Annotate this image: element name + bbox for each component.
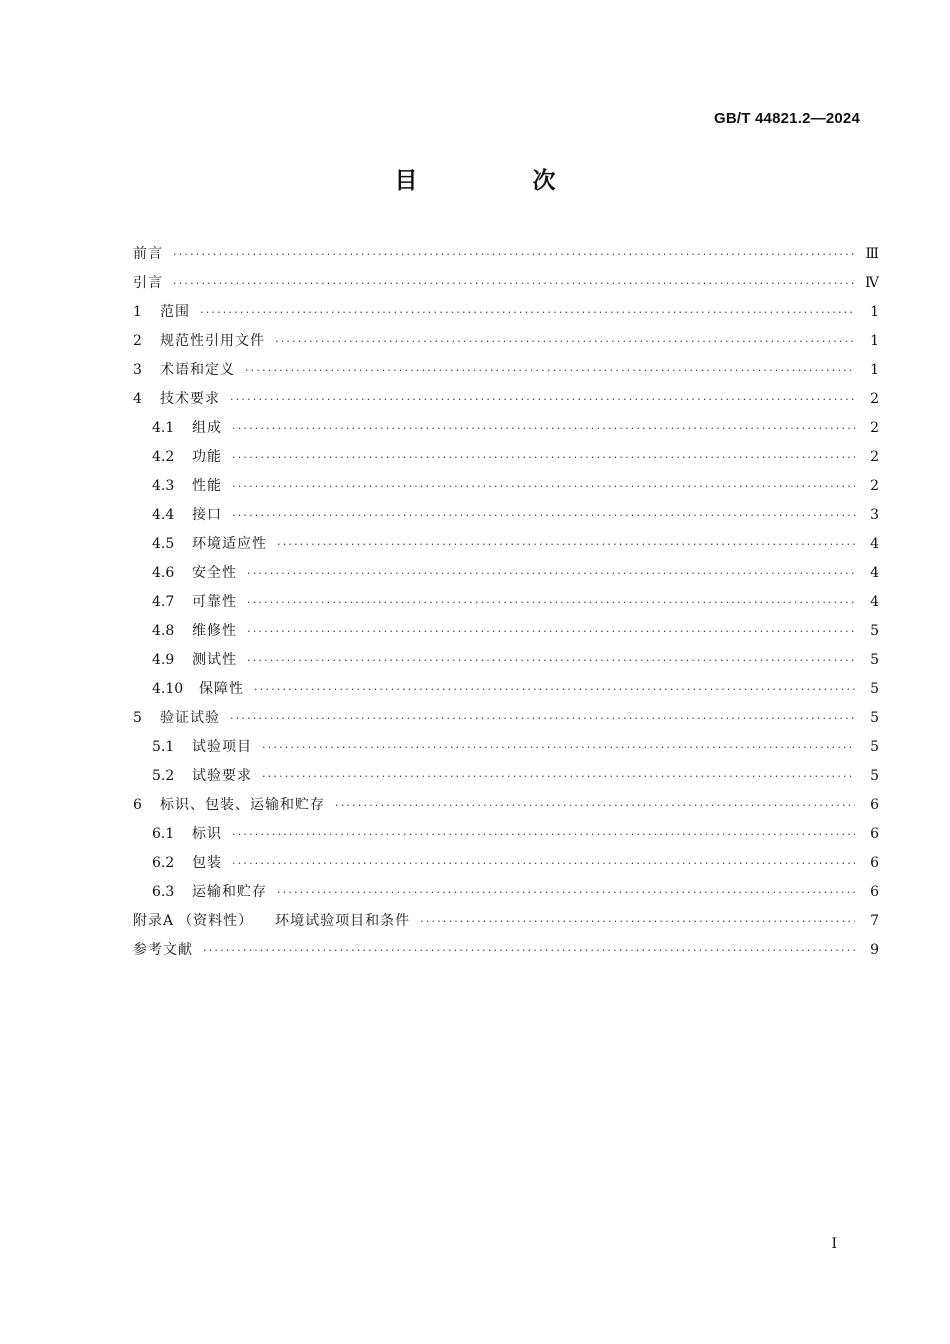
toc-number: 5.1	[152, 739, 175, 755]
toc-entry-4-10[interactable]	[133, 675, 879, 704]
toc-page: 3	[870, 507, 879, 523]
toc-entry-6-2[interactable]	[133, 849, 879, 878]
toc-page: 6	[870, 855, 879, 871]
toc-page: 4	[870, 594, 879, 610]
toc-leader	[247, 588, 855, 617]
toc-leader	[247, 646, 855, 675]
toc-label: 组成	[192, 420, 222, 436]
toc-label: 术语和定义	[160, 362, 235, 378]
toc-entry-4-5[interactable]	[133, 530, 879, 559]
toc-entry-4-6[interactable]	[133, 559, 879, 588]
toc-page: 5	[870, 623, 879, 639]
toc-entry-foreword[interactable]	[133, 240, 879, 269]
toc-leader	[277, 530, 855, 559]
toc-page: 5	[870, 652, 879, 668]
table-of-contents	[133, 240, 879, 965]
toc-page: 4	[870, 565, 879, 581]
toc-leader	[262, 762, 855, 791]
toc-page: 2	[870, 449, 879, 465]
toc-label: 安全性	[192, 565, 237, 581]
toc-label: 测试性	[192, 652, 237, 668]
toc-label: 范围	[160, 304, 190, 320]
toc-leader	[245, 356, 855, 385]
toc-page: 5	[870, 710, 879, 726]
toc-number: 6.3	[152, 884, 175, 900]
toc-number: 4.3	[152, 478, 175, 494]
toc-page: 6	[870, 884, 879, 900]
toc-label: 接口	[192, 507, 222, 523]
toc-number: 4.7	[152, 594, 175, 610]
toc-leader	[232, 472, 855, 501]
toc-annex-type: （资料性）	[178, 913, 254, 929]
toc-entry-4[interactable]	[133, 385, 879, 414]
toc-number: 4.6	[152, 565, 175, 581]
toc-entry-6-3[interactable]	[133, 878, 879, 907]
toc-label: 试验要求	[192, 768, 252, 784]
toc-label: 可靠性	[192, 594, 237, 610]
toc-entry-4-4[interactable]	[133, 501, 879, 530]
page-number: Ⅰ	[831, 1236, 837, 1252]
toc-leader	[173, 240, 855, 269]
toc-number: 4.1	[152, 420, 175, 436]
toc-number: 4.5	[152, 536, 175, 552]
toc-leader	[200, 298, 855, 327]
toc-leader	[230, 704, 855, 733]
toc-entry-bibliography[interactable]	[133, 936, 879, 965]
toc-label: 前言	[133, 246, 163, 262]
toc-label: 技术要求	[160, 391, 220, 407]
toc-label: 标识	[192, 826, 222, 842]
toc-label: 环境试验项目和条件	[275, 913, 411, 929]
toc-number: 6.2	[152, 855, 175, 871]
toc-entry-6[interactable]	[133, 791, 879, 820]
standard-code: GB/T 44821.2—2024	[714, 110, 860, 127]
toc-entry-5-2[interactable]	[133, 762, 879, 791]
toc-number: 4.10	[152, 681, 184, 697]
toc-entry-1[interactable]	[133, 298, 879, 327]
toc-label: 运输和贮存	[192, 884, 267, 900]
toc-page: 6	[870, 797, 879, 813]
toc-leader	[247, 617, 855, 646]
toc-number: 2	[133, 333, 142, 349]
toc-entry-5[interactable]	[133, 704, 879, 733]
toc-label: 包装	[192, 855, 222, 871]
toc-page: 2	[870, 391, 879, 407]
toc-number: 6	[133, 797, 142, 813]
toc-leader	[232, 501, 855, 530]
toc-annex-number: 附录A	[133, 913, 175, 929]
toc-label: 保障性	[199, 681, 244, 697]
toc-entry-4-3[interactable]	[133, 472, 879, 501]
page-title: 目 次	[394, 168, 602, 194]
toc-number: 4.4	[152, 507, 175, 523]
toc-number: 5.2	[152, 768, 175, 784]
toc-page: 1	[870, 333, 879, 349]
toc-entry-4-8[interactable]	[133, 617, 879, 646]
toc-leader	[247, 559, 855, 588]
toc-leader	[335, 791, 855, 820]
toc-entry-5-1[interactable]	[133, 733, 879, 762]
toc-label: 规范性引用文件	[160, 333, 265, 349]
toc-page: 1	[870, 304, 879, 320]
toc-number: 4	[133, 391, 142, 407]
toc-page: 5	[870, 768, 879, 784]
toc-number: 3	[133, 362, 142, 378]
toc-entry-4-2[interactable]	[133, 443, 879, 472]
toc-label: 标识、包装、运输和贮存	[160, 797, 325, 813]
toc-entry-4-9[interactable]	[133, 646, 879, 675]
toc-leader	[203, 936, 855, 965]
toc-leader	[232, 443, 855, 472]
toc-page: 2	[870, 478, 879, 494]
toc-label: 验证试验	[160, 710, 220, 726]
toc-number: 1	[133, 304, 142, 320]
toc-leader	[262, 733, 855, 762]
toc-leader	[230, 385, 855, 414]
toc-number: 4.8	[152, 623, 175, 639]
toc-entry-3[interactable]	[133, 356, 879, 385]
toc-page: 7	[870, 913, 879, 929]
toc-entry-2[interactable]	[133, 327, 879, 356]
toc-label: 试验项目	[192, 739, 252, 755]
toc-page: 2	[870, 420, 879, 436]
toc-entry-6-1[interactable]	[133, 820, 879, 849]
toc-page: Ⅳ	[865, 275, 879, 291]
toc-entry-annex-a[interactable]	[133, 907, 879, 936]
toc-number: 5	[133, 710, 142, 726]
toc-leader	[232, 820, 855, 849]
toc-number: 4.2	[152, 449, 175, 465]
toc-entry-4-7[interactable]	[133, 588, 879, 617]
toc-label: 性能	[192, 478, 222, 494]
toc-leader	[277, 878, 855, 907]
toc-entry-4-1[interactable]	[133, 414, 879, 443]
toc-label: 功能	[192, 449, 222, 465]
toc-page: 9	[870, 942, 879, 958]
toc-number: 6.1	[152, 826, 175, 842]
toc-page: 5	[870, 739, 879, 755]
toc-leader	[254, 675, 855, 704]
toc-page: 4	[870, 536, 879, 552]
toc-leader	[232, 414, 855, 443]
toc-entry-introduction[interactable]	[133, 269, 879, 298]
toc-label: 维修性	[192, 623, 237, 639]
toc-leader	[173, 269, 855, 298]
toc-label: 引言	[133, 275, 163, 291]
toc-number: 4.9	[152, 652, 175, 668]
toc-label: 环境适应性	[192, 536, 267, 552]
toc-leader	[232, 849, 855, 878]
toc-page: 6	[870, 826, 879, 842]
toc-leader	[420, 907, 855, 936]
toc-page: 1	[870, 362, 879, 378]
toc-page: Ⅲ	[865, 246, 879, 262]
toc-leader	[275, 327, 855, 356]
toc-label: 参考文献	[133, 942, 193, 958]
toc-page: 5	[870, 681, 879, 697]
